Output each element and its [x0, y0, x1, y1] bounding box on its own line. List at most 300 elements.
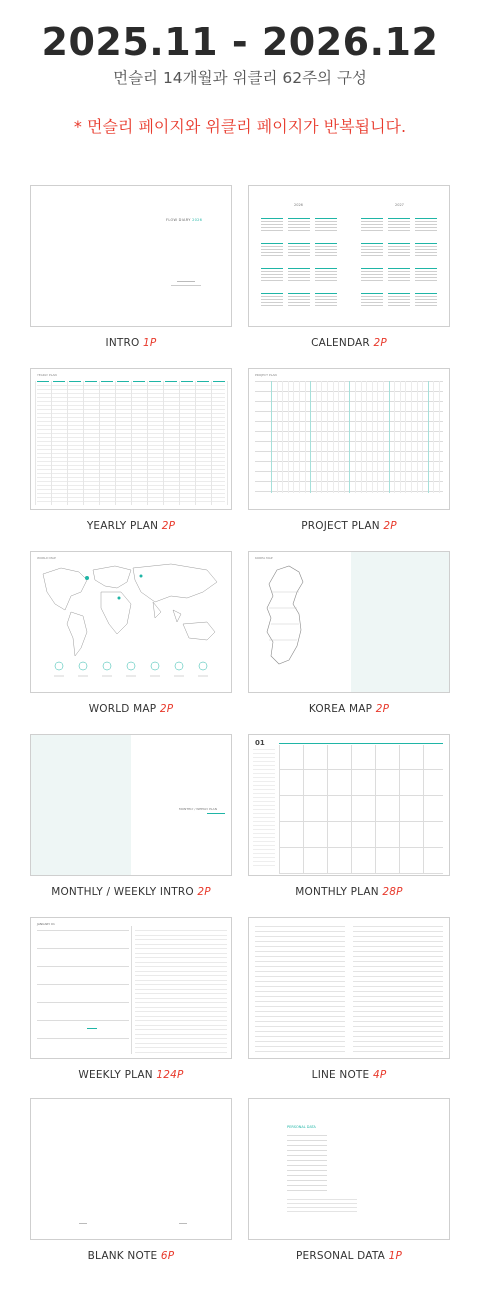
guide-line — [415, 277, 437, 278]
card-monthly-plan — [248, 734, 450, 898]
guide-line — [388, 243, 410, 244]
korea-map-drawing — [249, 552, 349, 692]
thumb-personal-data — [248, 1098, 450, 1240]
guide-line — [197, 381, 209, 382]
guide-line — [255, 961, 345, 962]
guide-line — [315, 271, 337, 272]
guide-line — [353, 1051, 443, 1052]
guide-line — [315, 274, 337, 275]
guide-line — [415, 296, 437, 297]
guide-line — [287, 1150, 327, 1151]
guide-line — [279, 795, 443, 796]
guide-line — [165, 381, 177, 382]
guide-line — [179, 381, 180, 505]
guide-line — [227, 381, 228, 505]
card-personal-data — [248, 1098, 450, 1262]
guide-line — [353, 956, 443, 957]
guide-line — [261, 224, 283, 225]
guide-line — [439, 381, 440, 493]
guide-line — [344, 381, 345, 493]
guide-line — [287, 1199, 357, 1200]
guide-line — [388, 305, 410, 306]
guide-line — [361, 249, 383, 250]
guide-line — [353, 926, 443, 927]
guide-line — [353, 966, 443, 967]
guide-line — [388, 280, 410, 281]
guide-line — [83, 381, 84, 505]
guide-line — [131, 381, 132, 505]
guide-line — [255, 926, 345, 927]
page-subtitle: 먼슬리 14개월과 위클리 62주의 구성 — [113, 69, 367, 87]
caption-weekly-plan: WEEKLY PLAN 124P — [78, 1069, 184, 1081]
project-label: PROJECT PLAN — [255, 373, 277, 377]
guide-line — [135, 962, 227, 963]
guide-line — [135, 1011, 227, 1012]
world-map-drawing — [31, 552, 231, 692]
guide-line — [131, 926, 132, 1054]
guide-line — [279, 745, 280, 873]
guide-line — [315, 246, 337, 247]
guide-line — [261, 268, 283, 269]
guide-line — [388, 224, 410, 225]
guide-line — [415, 299, 437, 300]
guide-line — [253, 805, 275, 806]
guide-line — [261, 227, 283, 228]
guide-line — [253, 753, 275, 754]
caption-calendar: CALENDAR 2P — [311, 337, 387, 349]
guide-line — [253, 761, 275, 762]
guide-line — [415, 243, 437, 244]
guide-line — [147, 381, 148, 505]
guide-line — [261, 280, 283, 281]
guide-line — [135, 939, 227, 940]
caption-line-note: LINE NOTE 4P — [311, 1069, 387, 1081]
guide-line — [37, 1038, 129, 1039]
guide-line — [361, 268, 383, 269]
guide-line — [255, 941, 345, 942]
guide-line — [315, 230, 337, 231]
guide-line — [315, 249, 337, 250]
guide-line — [287, 1185, 327, 1186]
thumb-intro — [30, 185, 232, 327]
guide-line — [361, 230, 383, 231]
guide-line — [287, 1207, 357, 1208]
guide-line — [287, 1155, 327, 1156]
guide-line — [253, 765, 275, 766]
guide-line — [255, 1026, 345, 1027]
guide-line — [253, 829, 275, 830]
guide-line — [415, 274, 437, 275]
guide-line — [255, 1021, 345, 1022]
guide-line — [353, 1021, 443, 1022]
guide-line — [255, 1031, 345, 1032]
guide-line — [361, 293, 383, 294]
guide-line — [353, 1016, 443, 1017]
guide-line — [388, 268, 410, 269]
guide-line — [253, 757, 275, 758]
guide-line — [303, 745, 304, 873]
guide-line — [288, 280, 310, 281]
yearly-label: YEARLY PLAN — [37, 373, 57, 377]
guide-line — [195, 381, 196, 505]
guide-line — [101, 381, 113, 382]
korea-label: KOREA MAP — [255, 556, 273, 560]
guide-line — [181, 381, 193, 382]
guide-line — [253, 809, 275, 810]
guide-line — [211, 381, 212, 505]
guide-line — [288, 277, 310, 278]
guide-line — [415, 280, 437, 281]
guide-line — [288, 249, 310, 250]
guide-line — [37, 984, 129, 985]
guide-line — [288, 293, 310, 294]
guide-line — [253, 797, 275, 798]
guide-line — [415, 224, 437, 225]
thumb-blank-note — [30, 1098, 232, 1240]
guide-line — [287, 1175, 327, 1176]
caption-monthly-plan: MONTHLY PLAN 28P — [295, 886, 403, 898]
guide-line — [253, 825, 275, 826]
guide-line — [293, 381, 294, 493]
guide-line — [255, 1041, 345, 1042]
card-calendar — [248, 185, 450, 349]
guide-line — [415, 255, 437, 256]
guide-line — [287, 1180, 327, 1181]
card-monthly-weekly-intro — [30, 734, 232, 898]
guide-line — [388, 246, 410, 247]
card-line-note — [248, 917, 450, 1081]
thumb-korea-map — [248, 551, 450, 693]
guide-line — [255, 996, 345, 997]
guide-line — [287, 1140, 327, 1141]
guide-line — [288, 224, 310, 225]
guide-line — [261, 299, 283, 300]
guide-line — [388, 296, 410, 297]
repeat-note: * 먼슬리 페이지와 위클리 페이지가 반복됩니다. — [73, 117, 407, 136]
guide-line — [388, 271, 410, 272]
guide-line — [261, 302, 283, 303]
guide-line — [261, 246, 283, 247]
guide-line — [338, 381, 339, 493]
guide-line — [405, 381, 406, 493]
guide-line — [315, 299, 337, 300]
caption-blank-note: BLANK NOTE 6P — [87, 1250, 175, 1262]
guide-line — [353, 1011, 443, 1012]
guide-line — [261, 305, 283, 306]
guide-line — [422, 381, 423, 493]
guide-line — [388, 249, 410, 250]
guide-line — [372, 381, 373, 493]
guide-line — [135, 1029, 227, 1030]
guide-line — [353, 971, 443, 972]
guide-line — [255, 1016, 345, 1017]
guide-line — [135, 944, 227, 945]
guide-line — [287, 1165, 327, 1166]
guide-line — [288, 243, 310, 244]
guide-line — [361, 221, 383, 222]
guide-line — [315, 218, 337, 219]
guide-line — [261, 296, 283, 297]
guide-line — [99, 381, 100, 505]
guide-line — [361, 296, 383, 297]
guide-line — [353, 1031, 443, 1032]
guide-line — [253, 837, 275, 838]
guide-line — [115, 381, 116, 505]
guide-line — [353, 986, 443, 987]
guide-line — [85, 381, 97, 382]
guide-line — [315, 293, 337, 294]
guide-line — [255, 1001, 345, 1002]
guide-line — [287, 1135, 327, 1136]
guide-line — [415, 218, 437, 219]
guide-line — [255, 986, 345, 987]
guide-line — [53, 381, 65, 382]
guide-line — [353, 1026, 443, 1027]
guide-line — [423, 745, 424, 873]
guide-line — [415, 227, 437, 228]
guide-line — [135, 1047, 227, 1048]
guide-line — [253, 749, 275, 750]
guide-line — [37, 930, 129, 931]
monthly-number: 01 — [255, 739, 265, 747]
guide-line — [135, 1038, 227, 1039]
thumb-monthly-plan — [248, 734, 450, 876]
guide-line — [353, 996, 443, 997]
guide-line — [253, 793, 275, 794]
guide-line — [255, 971, 345, 972]
guide-line — [315, 305, 337, 306]
guide-line — [327, 745, 328, 873]
guide-line — [288, 302, 310, 303]
guide-line — [288, 221, 310, 222]
guide-line — [213, 381, 225, 382]
guide-line — [253, 833, 275, 834]
guide-line — [37, 1020, 129, 1021]
guide-line — [375, 745, 376, 873]
guide-line — [135, 930, 227, 931]
card-world-map — [30, 551, 232, 715]
guide-line — [261, 255, 283, 256]
guide-line — [253, 853, 275, 854]
guide-line — [135, 957, 227, 958]
guide-line — [255, 981, 345, 982]
guide-line — [255, 1051, 345, 1052]
card-weekly-plan — [30, 917, 232, 1081]
guide-line — [255, 951, 345, 952]
guide-line — [389, 381, 390, 493]
guide-line — [287, 1211, 357, 1212]
guide-line — [361, 252, 383, 253]
guide-line — [255, 991, 345, 992]
guide-line — [253, 849, 275, 850]
guide-line — [279, 821, 443, 822]
guide-line — [388, 221, 410, 222]
guide-line — [353, 961, 443, 962]
caption-world-map: WORLD MAP 2P — [88, 703, 174, 715]
guide-line — [253, 777, 275, 778]
guide-line — [305, 381, 306, 493]
guide-line — [253, 821, 275, 822]
guide-line — [261, 243, 283, 244]
guide-line — [135, 1043, 227, 1044]
guide-line — [279, 769, 443, 770]
guide-line — [428, 381, 429, 493]
guide-line — [261, 277, 283, 278]
guide-line — [135, 975, 227, 976]
guide-line — [288, 296, 310, 297]
guide-line — [415, 293, 437, 294]
card-blank-note — [30, 1098, 232, 1262]
guide-line — [37, 381, 49, 382]
guide-line — [255, 976, 345, 977]
guide-line — [415, 252, 437, 253]
guide-line — [279, 873, 443, 874]
card-korea-map — [248, 551, 450, 715]
guide-line — [135, 1016, 227, 1017]
guide-line — [415, 221, 437, 222]
guide-line — [361, 243, 383, 244]
guide-line — [287, 1203, 357, 1204]
guide-line — [383, 381, 384, 493]
thumb-weekly-plan — [30, 917, 232, 1059]
guide-line — [316, 381, 317, 493]
guide-line — [261, 218, 283, 219]
guide-line — [288, 305, 310, 306]
guide-line — [415, 305, 437, 306]
guide-line — [135, 993, 227, 994]
guide-line — [135, 1052, 227, 1053]
guide-line — [415, 249, 437, 250]
guide-line — [255, 1006, 345, 1007]
caption-monthly-weekly-intro: MONTHLY / WEEKLY INTRO 2P — [51, 886, 211, 898]
guide-line — [353, 991, 443, 992]
guide-line — [415, 246, 437, 247]
guide-line — [388, 227, 410, 228]
guide-line — [415, 268, 437, 269]
mw-intro-label: MONTHLY / WEEKLY PLAN — [179, 807, 217, 811]
guide-line — [255, 1046, 345, 1047]
guide-line — [353, 1001, 443, 1002]
guide-line — [253, 769, 275, 770]
guide-line — [361, 277, 383, 278]
guide-line — [261, 252, 283, 253]
guide-line — [271, 381, 272, 493]
guide-line — [299, 381, 300, 493]
guide-line — [288, 227, 310, 228]
guide-line — [415, 230, 437, 231]
guide-line — [411, 381, 412, 493]
guide-line — [388, 230, 410, 231]
guide-line — [288, 246, 310, 247]
guide-line — [310, 381, 311, 493]
guide-line — [361, 274, 383, 275]
guide-line — [315, 280, 337, 281]
guide-line — [253, 845, 275, 846]
guide-line — [135, 1025, 227, 1026]
thumb-monthly-weekly-intro — [30, 734, 232, 876]
guide-line — [255, 1036, 345, 1037]
guide-line — [388, 218, 410, 219]
guide-line — [315, 302, 337, 303]
thumb-yearly-plan — [30, 368, 232, 510]
guide-line — [361, 246, 383, 247]
guide-line — [135, 980, 227, 981]
guide-line — [388, 302, 410, 303]
guide-line — [388, 293, 410, 294]
page-title: 2025.11 - 2026.12 — [41, 20, 439, 64]
caption-intro: INTRO 1P — [105, 337, 157, 349]
cal-year-b: 2027 — [395, 203, 404, 207]
guide-line — [253, 841, 275, 842]
guide-line — [361, 299, 383, 300]
guide-line — [388, 274, 410, 275]
guide-line — [353, 1041, 443, 1042]
guide-line — [353, 946, 443, 947]
guide-line — [415, 271, 437, 272]
guide-line — [366, 381, 367, 493]
guide-line — [277, 381, 278, 493]
thumb-world-map — [30, 551, 232, 693]
guide-line — [253, 789, 275, 790]
card-intro — [30, 185, 232, 349]
guide-line — [135, 971, 227, 972]
guide-line — [255, 956, 345, 957]
guide-line — [135, 948, 227, 949]
caption-project-plan: PROJECT PLAN 2P — [301, 520, 397, 532]
guide-line — [288, 230, 310, 231]
guide-line — [355, 381, 356, 493]
guide-line — [361, 227, 383, 228]
guide-line — [67, 381, 68, 505]
guide-line — [135, 984, 227, 985]
guide-line — [333, 381, 334, 493]
guide-line — [288, 271, 310, 272]
guide-line — [253, 857, 275, 858]
guide-line — [253, 813, 275, 814]
guide-line — [353, 1046, 443, 1047]
guide-line — [287, 1145, 327, 1146]
guide-line — [133, 381, 145, 382]
guide-line — [399, 745, 400, 873]
guide-line — [117, 381, 129, 382]
guide-line — [287, 1170, 327, 1171]
guide-line — [353, 1006, 443, 1007]
guide-line — [149, 381, 161, 382]
guide-line — [361, 381, 362, 493]
guide-line — [135, 966, 227, 967]
caption-personal-data: PERSONAL DATA 1P — [295, 1250, 403, 1262]
guide-line — [353, 951, 443, 952]
guide-line — [135, 1007, 227, 1008]
guide-line — [253, 773, 275, 774]
guide-line — [261, 293, 283, 294]
guide-line — [388, 255, 410, 256]
guide-line — [315, 252, 337, 253]
guide-line — [253, 781, 275, 782]
guide-line — [253, 785, 275, 786]
guide-line — [87, 1028, 97, 1029]
guide-line — [261, 221, 283, 222]
guide-line — [315, 221, 337, 222]
guide-line — [400, 381, 401, 493]
guide-line — [135, 998, 227, 999]
guide-line — [255, 931, 345, 932]
guide-line — [261, 230, 283, 231]
guide-line — [361, 224, 383, 225]
guide-line — [394, 381, 395, 493]
guide-line — [377, 381, 378, 493]
guide-line — [37, 966, 129, 967]
